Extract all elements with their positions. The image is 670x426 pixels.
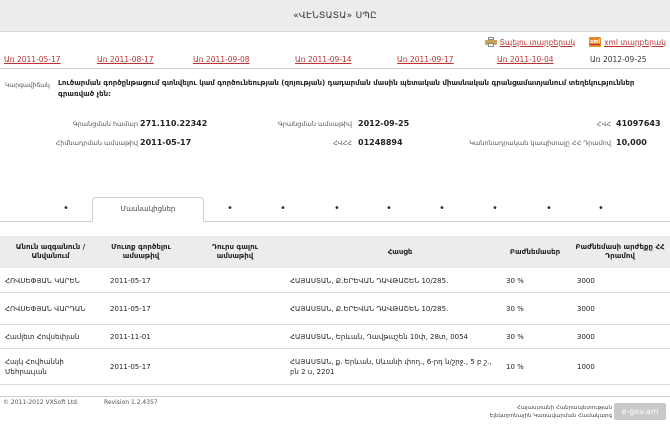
egov-logo[interactable]: e-gov.am xyxy=(614,403,666,420)
cell-entry-date: 2011-11-01 xyxy=(110,333,151,341)
cell-share: 30 % xyxy=(506,276,524,285)
column-header: Հասցե xyxy=(387,247,413,256)
cell-share: 30 % xyxy=(506,333,524,341)
footer-org-line: Հայաստանի Հանրապետության xyxy=(516,405,612,411)
xml-version-link[interactable] xyxy=(589,37,666,47)
export-actions xyxy=(485,36,666,48)
column-header: Անուն ազգանուն / Անվանում xyxy=(15,243,86,260)
divider xyxy=(0,68,670,69)
cell-share-value: 3000 xyxy=(577,305,595,313)
cell-name: Համլետ Հովսեփյան xyxy=(5,333,80,341)
cell-name: Հայկ Հովհաննի Մեհրաւյան xyxy=(5,358,64,376)
tab-dot[interactable]: • xyxy=(546,203,552,214)
column-header: Մուտք գործելու ամսաթիվ xyxy=(111,243,171,260)
cell-name: ՀՈՎՍԵՓՅԱՆ ԿԱՐԵՆ xyxy=(5,276,80,285)
xml-version-label: xml տարբերակ xyxy=(604,37,666,47)
table-row xyxy=(0,268,670,293)
cell-address: ՀԱՅԱՍՏԱՆ, ք. Երևան, Սևանի փող., 6-րդ ն/շրջ., 5 բ շ., բն 2 ս, 2201 xyxy=(290,358,492,376)
print-version-label: Տպելու տարբերակ xyxy=(499,37,576,47)
date-link[interactable]: Առ 2011-09-08 xyxy=(193,55,250,64)
cell-address: ՀԱՅԱՍՏԱՆ, Երևան, Դավթաշեն 10փ, 28տ, 0054 xyxy=(290,333,469,341)
page-title: «ՎԷՆՏԱՏԱ» ՍՊԸ xyxy=(0,0,670,32)
snapshot-dates xyxy=(0,55,670,68)
column-header: Բաժնեմասեր xyxy=(509,247,561,256)
date-link[interactable]: Առ 2011-08-17 xyxy=(97,55,154,64)
copyright-text: © 2011-2012 VXSoft Ltd. xyxy=(3,399,79,406)
date-current: Առ 2012-09-25 xyxy=(590,55,647,64)
tab-dot[interactable]: • xyxy=(439,203,445,214)
tab-dot[interactable]: • xyxy=(334,203,340,214)
footer-org xyxy=(490,404,612,420)
tin-label: ՀՎՀ xyxy=(596,120,611,128)
tab-dot[interactable]: • xyxy=(227,203,233,214)
cell-share-value: 1000 xyxy=(577,363,595,371)
cell-share: 10 % xyxy=(506,363,524,371)
footer-org-line: Էլեկտրոնային Կառավարման Համակարգ xyxy=(489,413,612,419)
tab-participants[interactable]: Մասնակիցներ xyxy=(92,197,204,222)
capital-value: 10,000 xyxy=(616,138,647,147)
table-row xyxy=(0,325,670,349)
table-header xyxy=(0,236,670,268)
cell-name: ՀՈՎՍԵՓՅԱՆ ՎԱՐԴԱՆ xyxy=(5,305,86,313)
date-link[interactable]: Առ 2011-05-17 xyxy=(4,55,61,64)
column-header: Բաժնեմասի արժեքը ՀՀ Դրամով xyxy=(575,243,665,260)
reg-number-value: 271.110.22342 xyxy=(140,119,208,128)
version-text: Revision 1.2.4357 xyxy=(104,399,158,406)
tab-dot[interactable]: • xyxy=(598,203,604,214)
xml-icon: xml xyxy=(590,39,601,45)
cell-entry-date: 2011-05-17 xyxy=(110,305,151,313)
cell-address: ՀԱՅԱՍՏԱՆ, Ք.ԵՐԵՎԱՆ ԴԱՎԹԱՇԵՆ 10/285. xyxy=(290,305,449,313)
capital-label: Կանոնադրական կապիտալը ՀՀ Դրամով xyxy=(469,139,611,147)
tab-dot[interactable]: • xyxy=(386,203,392,214)
reg-date-value: 2012-09-25 xyxy=(358,119,410,128)
reg-number-label: Գրանցման համար xyxy=(72,120,138,128)
founding-date-value: 2011-05-17 xyxy=(140,138,192,147)
cell-entry-date: 2011-05-17 xyxy=(110,363,151,371)
date-link[interactable]: Առ 2011-09-17 xyxy=(397,55,454,64)
tab-dot[interactable]: • xyxy=(280,203,286,214)
tab-dot[interactable]: • xyxy=(492,203,498,214)
cell-share-value: 3000 xyxy=(577,333,595,341)
footer-divider xyxy=(0,396,670,397)
sscode-value: 01248894 xyxy=(358,138,403,147)
table-row xyxy=(0,293,670,325)
status-label: Կարգավիճակ xyxy=(5,82,50,89)
column-header: Դուրս գալու ամսաթիվ xyxy=(212,243,258,260)
table-row xyxy=(0,349,670,385)
date-link[interactable]: Առ 2011-10-04 xyxy=(497,55,554,64)
print-version-link[interactable] xyxy=(485,37,575,47)
founding-date-label: Հիմնադրման ամսաթիվ xyxy=(55,139,138,147)
printer-icon xyxy=(485,37,497,47)
cell-share-value: 3000 xyxy=(577,276,595,285)
date-link[interactable]: Առ 2011-09-14 xyxy=(295,55,352,64)
status-text: Լուծարման գործընթացում գտնվելու կամ գործունեության (զոյության) դադարման մասին պետական միասնական գրանցամատյանում տեղեկություններ գրառված չեն: xyxy=(58,79,635,98)
sscode-label: ՀՎՀՀ xyxy=(333,139,352,147)
reg-date-label: Գրանցման ամսաթիվ xyxy=(277,120,352,128)
cell-entry-date: 2011-05-17 xyxy=(110,276,151,285)
participants-table xyxy=(0,236,670,385)
cell-share: 30 % xyxy=(506,305,524,313)
tin-value: 41097643 xyxy=(616,119,661,128)
tab-dot[interactable]: • xyxy=(63,203,69,214)
cell-address: ՀԱՅԱՍՏԱՆ, Ք.ԵՐԵՎԱՆ ԴԱՎԹԱՇԵՆ 10/285. xyxy=(290,276,449,285)
